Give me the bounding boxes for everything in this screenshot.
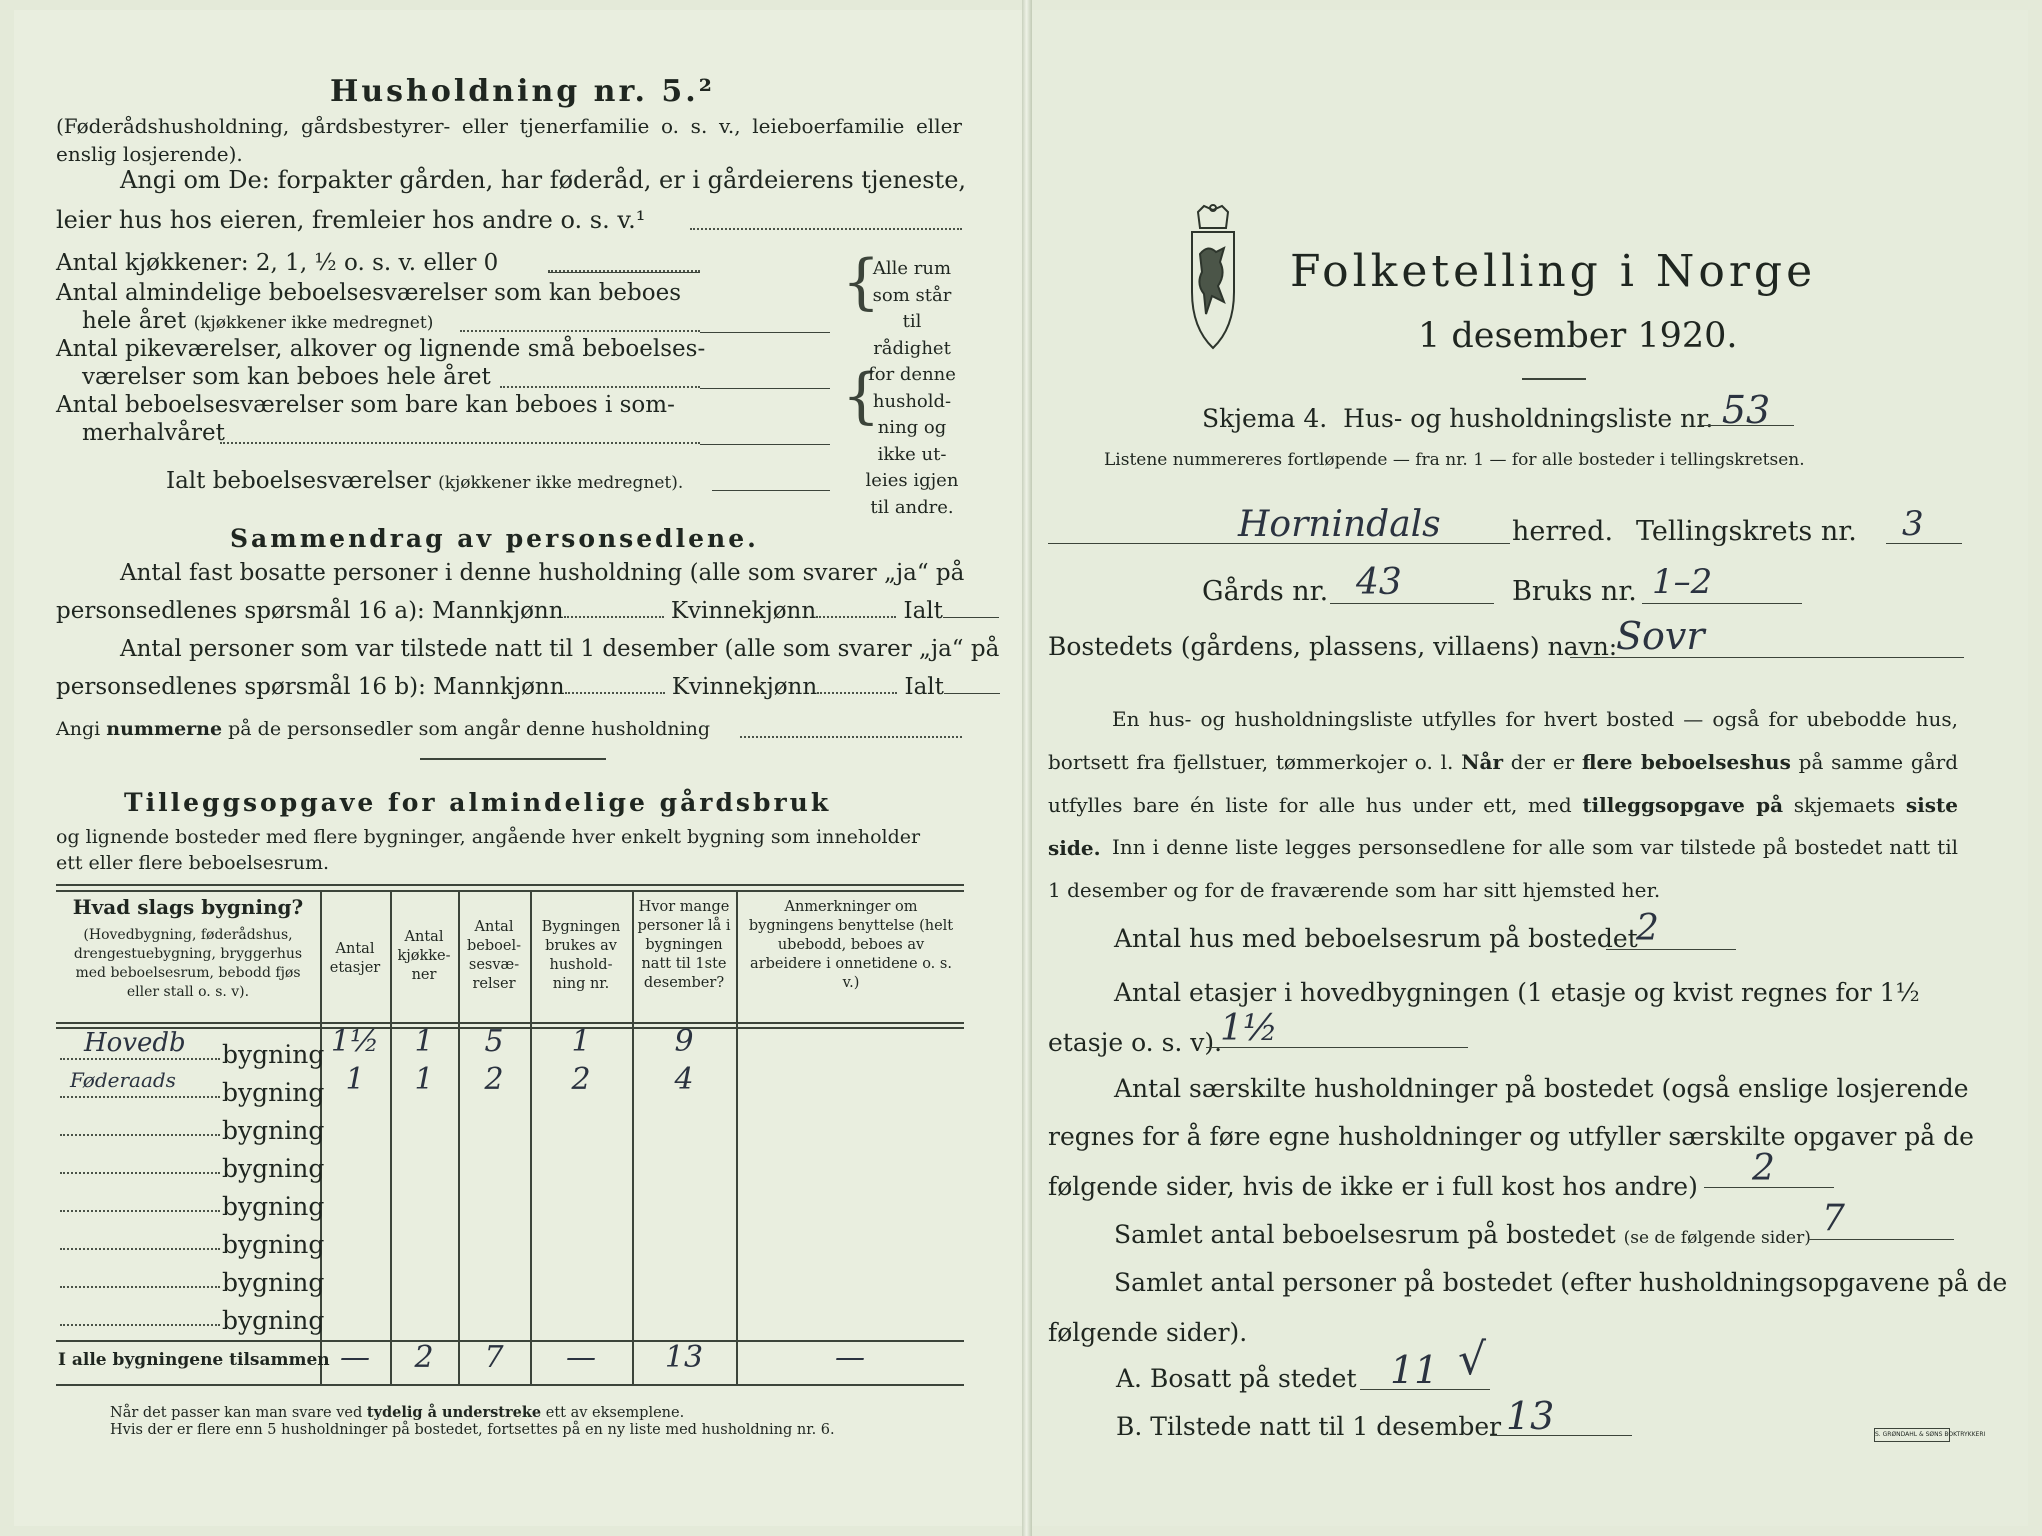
total-persons: 13 (664, 1340, 704, 1375)
total-household: — (566, 1340, 596, 1375)
households-value: 2 (1704, 1148, 1834, 1188)
row-2-rooms: 2 (484, 1062, 504, 1097)
row-8-fill (60, 1324, 220, 1326)
rooms-summer-label-1: Antal beboelsesværelser som bare kan beboes i som- (56, 392, 675, 418)
col-rule-2 (390, 890, 392, 1384)
herred-label: herred. (1512, 516, 1614, 547)
rooms-summer-dots (220, 442, 700, 444)
row-6-fill (60, 1248, 220, 1250)
page-fold (1022, 0, 1032, 1536)
present-label: B. Tilstede natt til 1 desember (1116, 1412, 1502, 1441)
resident-value: 11 (1360, 1348, 1490, 1390)
summary-numbers-line: Angi nummerne på de personsedler som angår denne husholdning (56, 718, 711, 740)
row-7-building-word: bygning (222, 1268, 325, 1297)
th-building-type-desc: (Hovedbygning, føderådshus, drengestuebygning, bryggerhus med beboelsesrum, bebodd fjøs eller stall o. s. v). (73, 927, 303, 1000)
row-2-floors: 1 (345, 1062, 365, 1097)
row-5-building-word: bygning (222, 1192, 325, 1221)
household-title: Husholdning nr. 5.² (330, 74, 715, 109)
row-2-persons: 4 (674, 1062, 694, 1097)
col-rule-6 (736, 890, 738, 1384)
row-8-building-word: bygning (222, 1306, 325, 1335)
th-building-type: Hvad slags bygning? (72, 895, 304, 919)
col-rule-3 (458, 890, 460, 1384)
rooms-total-answer (712, 490, 830, 491)
rooms-ordinary-label-2: hele året (kjøkkener ikke medregnet) (82, 308, 434, 334)
rooms-small-label-2: værelser som kan beboes hele året (82, 364, 491, 390)
question-line-1: Angi om De: forpakter gården, har føderåd, er i gårdeierens tjeneste, (120, 166, 967, 194)
side-note: Alle rum som står til rådighet for denne hushold- ning og ikke ut- leies igjen til andre. (865, 258, 959, 518)
rooms-kitchens-label: Antal kjøkkener: 2, 1, ½ o. s. v. eller 0 (56, 250, 499, 276)
rooms-ordinary-answer (700, 332, 830, 333)
summary-numbers-answer (740, 736, 962, 738)
krets-value: 3 (1886, 504, 1962, 544)
checkmark-icon: √ (1458, 1334, 1487, 1385)
supplement-title: Tilleggsopgave for almindelige gårdsbruk (124, 788, 832, 817)
summary-p1-line2: personsedlenes spørsmål 16 a): Mannkjønn Kvinnekjønn Ialt (56, 598, 999, 624)
summary-title: Sammendrag av personsedlene. (230, 524, 759, 553)
summary-p1-line1: Antal fast bosatte personer i denne husholdning (alle som svarer „ja“ på (120, 560, 965, 586)
rooms-ordinary-dots (460, 330, 700, 332)
row-1-building-word: bygning (222, 1040, 325, 1069)
persons-label-1: Samlet antal personer på bostedet (efter husholdningsopgavene på de (1114, 1268, 2008, 1297)
rooms-total-label: Ialt beboelsesværelser (kjøkkener ikke medregnet). (166, 468, 684, 494)
summary-p2-line1: Antal personer som var tilstede natt til 1 desember (alle som svarer „ja“ på (120, 636, 1000, 662)
row-2-kitchens: 1 (414, 1062, 434, 1097)
bosted-label: Bostedets (gårdens, plassens, villaens) navn: (1048, 632, 1618, 661)
summary-p2-line2: personsedlenes spørsmål 16 b): Mannkjønn Kvinnekjønn Ialt (56, 674, 1000, 700)
left-page (14, 10, 1024, 1526)
table-bottom-rule (56, 1384, 964, 1386)
rooms-small-answer (700, 388, 830, 389)
households-label-3: følgende sider, hvis de ikke er i full kost hos andre) (1048, 1172, 1698, 1201)
herred-value: Hornindals (1048, 504, 1510, 544)
question-answer-line (690, 228, 962, 230)
row-2-fill (60, 1096, 220, 1098)
th-rooms: Antal beboel-sesvæ-relser (467, 919, 521, 992)
rooms-small-label-1: Antal pikeværelser, alkover og lignende små beboelses- (56, 336, 706, 362)
supplement-subtitle-1: og lignende bosteder med flere bygninger, angående hver enkelt bygning som inneholder (56, 826, 921, 848)
th-household: Bygningen brukes av hushold-ning nr. (541, 919, 621, 992)
row-5-fill (60, 1210, 220, 1212)
resident-label: A. Bosatt på stedet (1116, 1364, 1357, 1393)
krets-label: Tellingskrets nr. (1636, 516, 1857, 547)
persons-label-2: følgende sider). (1048, 1318, 1248, 1347)
th-floors: Antal etasjer (329, 941, 381, 976)
col-rule-4 (530, 890, 532, 1384)
numbering-note: Listene nummereres fortløpende — fra nr. 1 — for alle bosteder i tellingskretsen. (1104, 450, 1805, 470)
total-rooms: 7 (484, 1340, 504, 1375)
rooms-ordinary-label-1: Antal almindelige beboelsesværelser som kan beboes (56, 280, 682, 306)
census-date: 1 desember 1920. (1418, 316, 1738, 356)
row-2-building-word: bygning (222, 1078, 325, 1107)
gards-label: Gårds nr. (1202, 576, 1329, 607)
row-1-rooms: 5 (484, 1024, 504, 1059)
side-note-brace-top: { (842, 247, 881, 317)
row-1-kitchens: 1 (414, 1024, 434, 1059)
th-kitchens: Antal kjøkke-ner (397, 929, 451, 983)
row-4-fill (60, 1172, 220, 1174)
houses-label: Antal hus med beboelsesrum på bostedet (1114, 924, 1638, 953)
row-3-building-word: bygning (222, 1116, 325, 1145)
row-1-household: 1 (571, 1024, 591, 1059)
supplement-subtitle-2: ett eller flere beboelsesrum. (56, 852, 330, 874)
row-1-persons: 9 (674, 1024, 694, 1059)
row-1-building-name: Hovedb (84, 1028, 186, 1058)
row-1-floors: 1½ (330, 1024, 380, 1059)
rooms-summer-answer (700, 444, 830, 445)
gards-value: 43 (1330, 562, 1494, 604)
printer-mark: S. GRØNDAHL & SØNS BOKTRYKKERI (1874, 1428, 1950, 1442)
summary-divider (420, 758, 606, 760)
census-title: Folketelling i Norge (1290, 246, 1817, 297)
instructions-paragraph-2: Inn i denne liste legges personsedlene for alle som var tilstede på bostedet natt til 1 desember og for de fraværende som har sitt hjemsted her. (1048, 835, 1958, 902)
instructions-paragraph-1: En hus- og husholdningsliste utfylles for hvert bosted — også for ubebodde hus, bortsett fra fjellstuer, tømmerkojer o. l. Når der er flere beboelseshus på samme gård utfylles bare én liste for alle hus under ett, med tilleggsopgave på skjemaets siste side. (1048, 707, 1959, 860)
houses-value: 2 (1606, 908, 1736, 950)
row-4-building-word: bygning (222, 1154, 325, 1183)
table-top-rule (56, 884, 964, 886)
question-line-2: leier hus hos eieren, fremleier hos andre o. s. v.¹ (56, 206, 646, 234)
col-rule-5 (632, 890, 634, 1384)
table-top-rule-2 (56, 890, 964, 892)
th-persons: Hvor mange personer lå i bygningen natt til 1ste desember? (637, 899, 731, 991)
row-7-fill (60, 1286, 220, 1288)
footnote-2: Hvis der er flere enn 5 husholdninger på bostedet, fortsettes på en ny liste med husholdning nr. 6. (110, 1422, 835, 1438)
row-1-fill (60, 1058, 220, 1060)
total-kitchens: 2 (414, 1340, 434, 1375)
bosted-value: Sovr (1570, 614, 1964, 658)
rooms-summary-value: 7 (1808, 1198, 1954, 1240)
norwegian-coat-of-arms-icon (1178, 202, 1248, 352)
total-floors: — (340, 1340, 370, 1375)
total-remarks: — (835, 1340, 865, 1375)
schema-line: Skjema 4. Hus- og husholdningsliste nr. (1202, 404, 1714, 433)
row-3-fill (60, 1134, 220, 1136)
title-divider (1522, 378, 1586, 380)
rooms-summary-label: Samlet antal beboelsesrum på bostedet (se de følgende sider) (1114, 1220, 1811, 1249)
rooms-small-dots (500, 386, 700, 388)
side-note-brace-bottom: { (842, 361, 881, 431)
footnote-1: Når det passer kan man svare ved tydelig å understreke ett av eksemplene. (110, 1404, 685, 1421)
bruks-value: 1–2 (1642, 562, 1802, 604)
total-row-label: I alle bygningene tilsammen (58, 1350, 330, 1370)
floors-label-1: Antal etasjer i hovedbygningen (1 etasje og kvist regnes for 1½ (1114, 978, 1920, 1007)
list-number: 53 (1698, 388, 1794, 426)
row-6-building-word: bygning (222, 1230, 325, 1259)
rooms-kitchens-answer (548, 272, 700, 273)
floors-label-2: etasje o. s. v). (1048, 1028, 1223, 1057)
floors-value: 1½ (1206, 1008, 1468, 1048)
households-label-2: regnes for å føre egne husholdninger og utfyller særskilte opgaver på de (1048, 1122, 1974, 1151)
row-2-building-name: Føderaads (70, 1068, 176, 1092)
row-2-household: 2 (571, 1062, 591, 1097)
bruks-label: Bruks nr. (1512, 576, 1637, 607)
households-label-1: Antal særskilte husholdninger på bostedet (også enslige losjerende (1114, 1074, 1969, 1103)
th-remarks: Anmerkninger om bygningens benyttelse (helt ubebodd, beboes av arbeidere i onnetidene o. s. v.) (748, 899, 954, 991)
present-value: 13 (1490, 1394, 1632, 1436)
rooms-summer-label-2: merhalvåret (82, 420, 225, 446)
household-intro-note: (Føderådshusholdning, gårdsbestyrer- eller tjenerfamilie o. s. v., leieboerfamilie eller enslig losjerende). (56, 114, 962, 166)
